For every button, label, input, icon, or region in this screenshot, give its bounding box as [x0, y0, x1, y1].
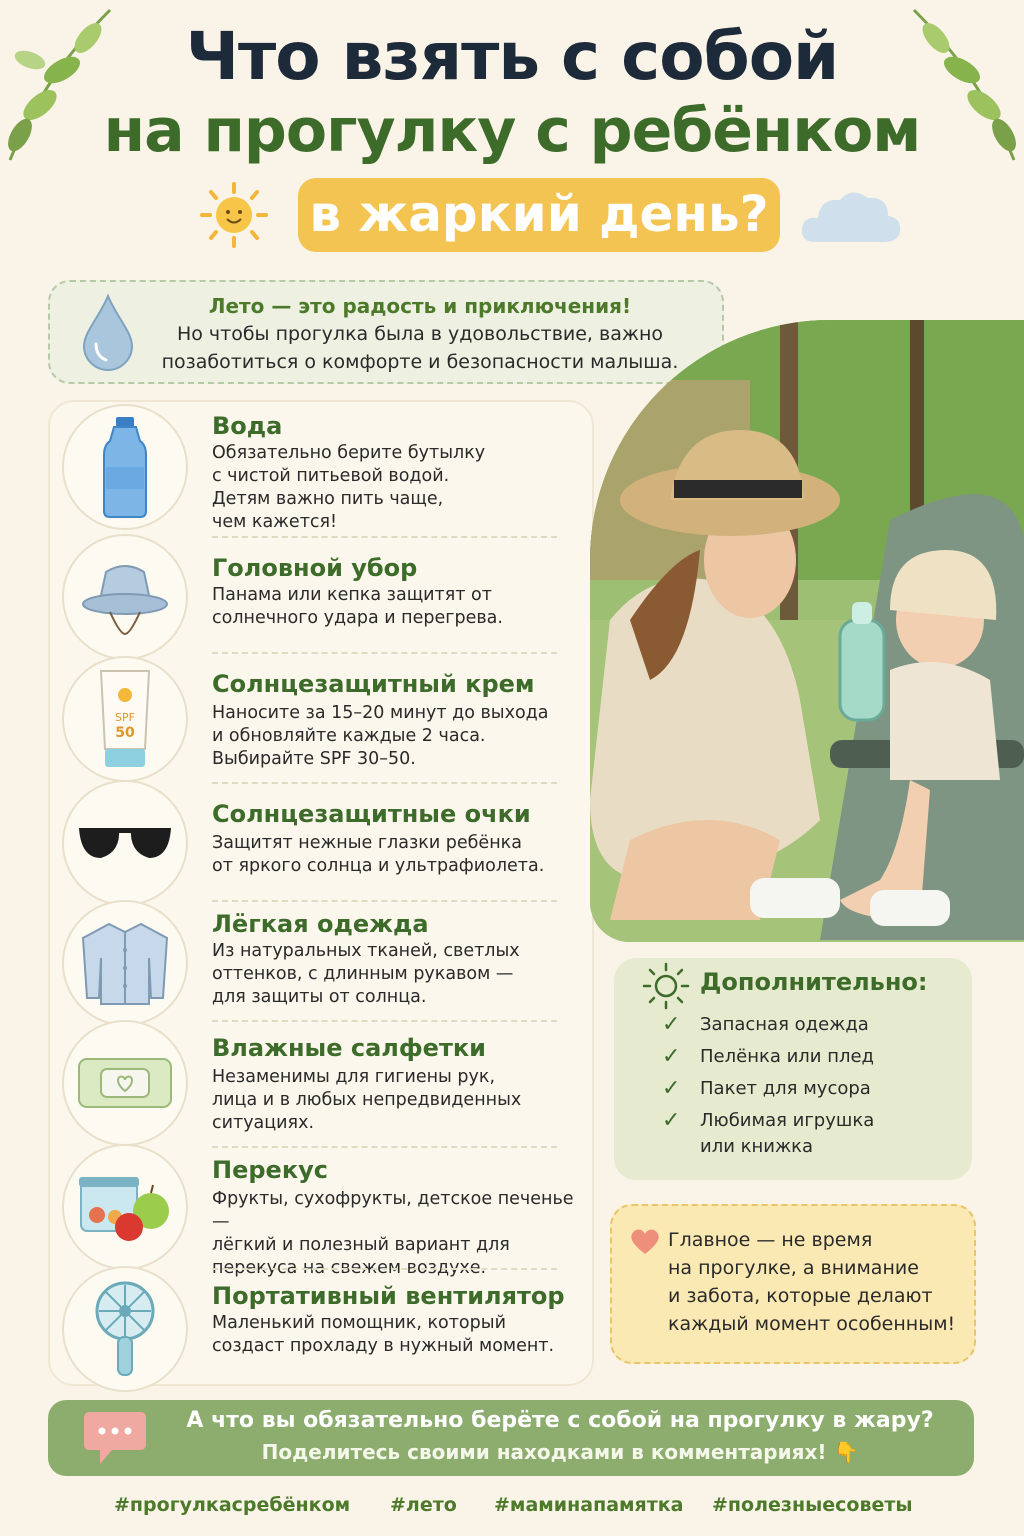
extras-item: Запасная одежда	[700, 1014, 869, 1035]
water-bottle-icon	[100, 415, 150, 519]
extras-heading: Дополнительно:	[700, 968, 928, 996]
list-item-wipes	[62, 1020, 592, 1144]
item-icon-circle	[62, 404, 188, 530]
divider	[212, 652, 557, 654]
item-title: Солнцезащитный крем	[212, 670, 535, 698]
page-subtitle: на прогулку с ребёнком	[103, 96, 921, 166]
item-title: Перекус	[212, 1156, 328, 1184]
shirt-icon	[77, 918, 173, 1008]
list-item-sunglasses	[62, 780, 592, 900]
item-text: Защитят нежные глазки ребёнка от яркого солнца и ультрафиолета.	[212, 833, 545, 876]
intro-text: Но чтобы прогулка была в удовольствие, важно позаботиться о комфорте и безопасности малыша.	[161, 323, 679, 373]
item-title: Вода	[212, 412, 283, 440]
check-icon: ✓	[662, 1044, 681, 1069]
item-icon-circle	[62, 1266, 188, 1392]
mother-child-photo	[590, 320, 1024, 942]
bucket-hat-icon	[80, 552, 170, 642]
hashtag-link[interactable]: #лето	[390, 1494, 457, 1516]
item-text: Наносите за 15–20 минут до выхода и обновляйте каждые 2 часа. Выбирайте SPF 30–50.	[212, 703, 549, 769]
intro-heading: Лето — это радость и приключения!	[208, 294, 632, 318]
hashtag-link[interactable]: #маминапамятка	[494, 1494, 684, 1516]
check-icon: ✓	[662, 1076, 681, 1101]
sun-outline-icon	[642, 962, 690, 1010]
snack-icon	[75, 1167, 175, 1247]
list-item-fan	[62, 1266, 592, 1386]
item-icon-circle	[62, 900, 188, 1026]
list-item-snack	[62, 1144, 592, 1278]
extras-item: Пелёнка или плед	[700, 1046, 874, 1067]
svg-text:50: 50	[115, 725, 135, 741]
item-title: Влажные салфетки	[212, 1034, 486, 1062]
banner-question: А что вы обязательно берёте с собой на прогулку в жару?	[186, 1408, 934, 1433]
speech-bubble-icon	[82, 1408, 148, 1468]
item-text: Незаменимы для гигиены рук, лица и в любых непредвиденных ситуациях.	[212, 1067, 522, 1133]
fan-icon	[90, 1279, 160, 1379]
title-pill: в жаркий день?	[298, 178, 780, 252]
hashtag-link[interactable]: #полезныесоветы	[712, 1494, 913, 1516]
list-item-clothes	[62, 900, 592, 1020]
item-icon-circle	[62, 534, 188, 660]
item-icon-circle	[62, 1020, 188, 1146]
page-title: Что взять с собой	[185, 18, 839, 95]
sunglasses-icon	[75, 818, 175, 868]
note-text: Главное — не время на прогулке, а внимание и забота, которые делают каждый момент особенным!	[668, 1229, 956, 1335]
item-title: Лёгкая одежда	[212, 910, 429, 938]
wet-wipes-icon	[75, 1053, 175, 1113]
banner-cta: Поделитесь своими находками в комментариях! 👇	[261, 1440, 859, 1464]
check-icon: ✓	[662, 1108, 681, 1133]
heart-icon	[630, 1228, 660, 1256]
list-item-water	[62, 404, 592, 534]
item-text: Фрукты, сухофрукты, детское печенье — лёгкий и полезный вариант для перекуса на свежем воздухе.	[212, 1189, 574, 1278]
water-drop-icon	[78, 292, 138, 372]
item-text: Панама или кепка защитят от солнечного удара и перегрева.	[212, 585, 503, 628]
svg-text:SPF: SPF	[115, 711, 135, 724]
list-item-sunscreen	[62, 656, 592, 780]
item-title: Солнцезащитные очки	[212, 800, 531, 828]
park-scene-illustration	[590, 320, 1024, 942]
extras-item: Любимая игрушка или книжка	[700, 1110, 875, 1157]
item-text: Маленький помощник, который создаст прохладу в нужный момент.	[212, 1313, 555, 1356]
sun-face-icon	[194, 180, 274, 250]
cloud-icon	[796, 180, 906, 250]
list-item-hat	[62, 534, 592, 654]
item-title: Портативный вентилятор	[212, 1282, 565, 1310]
item-icon-circle	[62, 1144, 188, 1270]
item-title: Головной убор	[212, 554, 418, 582]
sunscreen-icon	[95, 667, 155, 771]
check-icon: ✓	[662, 1012, 681, 1037]
item-text: Обязательно берите бутылку с чистой питьевой водой. Детям важно пить чаще, чем кажется!	[212, 443, 486, 532]
extras-item: Пакет для мусора	[700, 1078, 871, 1099]
hashtag-link[interactable]: #прогулкасребёнком	[114, 1494, 351, 1516]
item-text: Из натуральных тканей, светлых оттенков, с длинным рукавом — для защиты от солнца.	[212, 941, 520, 1007]
item-icon-circle	[62, 780, 188, 906]
item-icon-circle	[62, 656, 188, 782]
